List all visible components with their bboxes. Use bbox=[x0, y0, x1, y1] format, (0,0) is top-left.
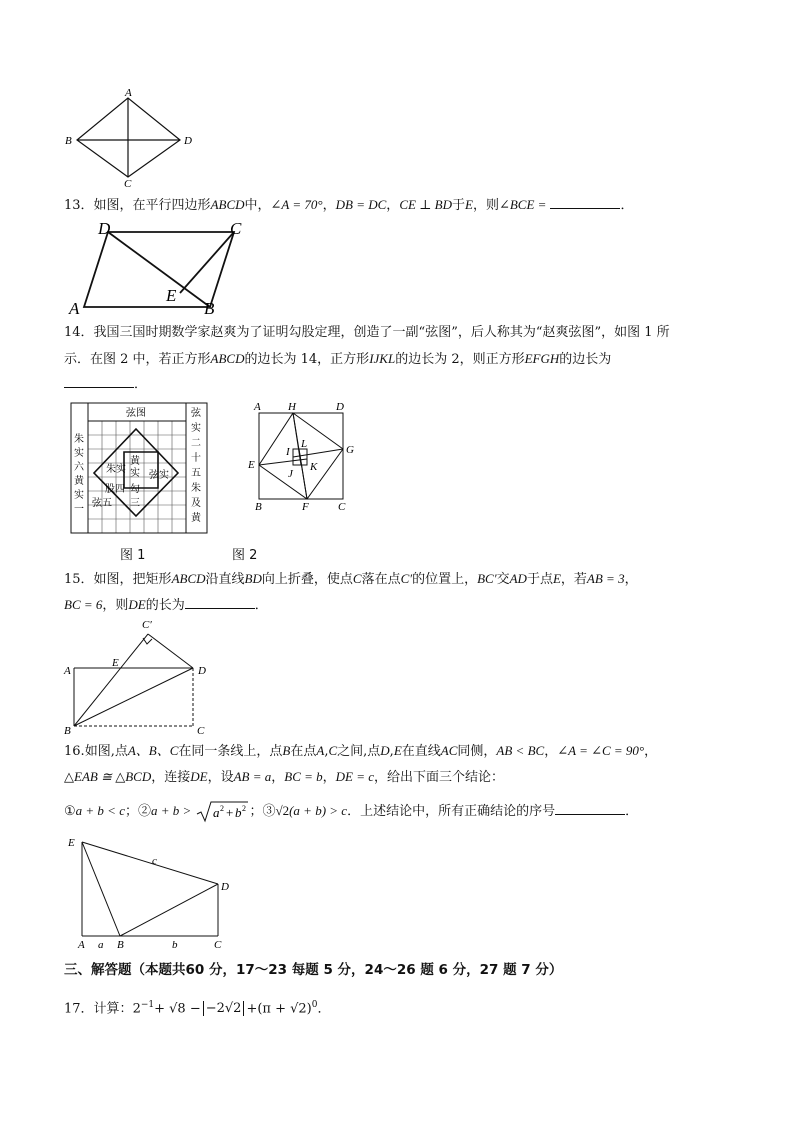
question-end: ． bbox=[134, 377, 148, 392]
vertex-label-d: D bbox=[221, 881, 229, 893]
conclusion-number: ；③ bbox=[249, 804, 276, 819]
question-text: 的长为 bbox=[145, 598, 185, 613]
xian-tu-right-char: 朱 bbox=[191, 483, 201, 494]
figure-2-vertex-label: H bbox=[288, 402, 296, 413]
xian-tu-right-char: 十 bbox=[191, 453, 201, 464]
figure-2-vertex-label: F bbox=[302, 501, 309, 513]
question-text: 沿直线 bbox=[205, 572, 245, 587]
question-text: ，则 bbox=[102, 598, 129, 613]
xian-tu-right-char: 五 bbox=[191, 468, 201, 479]
figure-2-vertex-label: A bbox=[254, 402, 261, 413]
xian-tu-right-char: 二 bbox=[191, 438, 201, 449]
xian-tu-inner-text: 实 bbox=[130, 468, 140, 479]
vertex-label-c: C bbox=[197, 725, 205, 737]
math-c-prime: C′ bbox=[400, 571, 413, 586]
question-text: 之间,点 bbox=[337, 744, 381, 759]
xian-tu-inner-text: 三 bbox=[130, 498, 140, 509]
separator: ， bbox=[322, 770, 336, 785]
question-text: 如图，在平行四边形 bbox=[93, 198, 211, 213]
question-text: 如图，把矩形 bbox=[93, 572, 172, 587]
figure-folded-rectangle bbox=[62, 614, 222, 738]
vertex-label-d: D bbox=[98, 219, 111, 238]
math-ab: AB = 3 bbox=[586, 571, 625, 586]
xian-tu-left-char: 朱 bbox=[74, 434, 84, 445]
vertex-label-c: C bbox=[124, 178, 132, 188]
vertex-label-b: B bbox=[204, 299, 215, 318]
svg-text:a: a bbox=[213, 804, 220, 820]
figure-rhombus bbox=[60, 88, 200, 188]
question-text: , bbox=[389, 744, 394, 759]
figure-parallelogram bbox=[62, 218, 262, 318]
xian-tu-inner-text: 弦实 bbox=[149, 470, 169, 481]
math-expr: + √8 − bbox=[154, 1001, 201, 1017]
question-text: 的边长为 14，正方形 bbox=[244, 352, 370, 367]
question-text: 计算： bbox=[93, 1001, 133, 1017]
figure-2-vertex-label: G bbox=[346, 444, 354, 456]
math-d: D bbox=[380, 743, 390, 758]
question-number: 16. bbox=[64, 744, 85, 759]
xian-tu-inner-text: 股四 bbox=[105, 484, 125, 495]
math-point-e: E bbox=[465, 197, 473, 212]
math-exponent: −1 bbox=[140, 1000, 155, 1010]
vertex-label-c: C bbox=[214, 939, 222, 951]
math-abcd: ABCD bbox=[210, 351, 245, 366]
figure-2-vertex-label: K bbox=[310, 461, 318, 473]
question-text: 在直线 bbox=[401, 744, 441, 759]
question-text: 落在点 bbox=[361, 572, 401, 587]
question-17 bbox=[64, 992, 331, 1022]
math-angle-condition: ∠A = 70° bbox=[270, 197, 323, 212]
xian-tu-right-char: 黄 bbox=[191, 513, 201, 524]
vertex-label-b: B bbox=[64, 725, 71, 737]
math-var-a: AB = a bbox=[233, 769, 272, 784]
xian-tu-title: 弦图 bbox=[126, 408, 146, 419]
segment-label-c: c bbox=[152, 855, 157, 867]
question-end: ． bbox=[620, 198, 634, 213]
question-text: ，连接 bbox=[151, 770, 191, 785]
xian-tu-left-char: 一 bbox=[74, 504, 84, 515]
question-text: ，则 bbox=[472, 198, 499, 213]
math-e: E bbox=[393, 743, 402, 758]
math-congruence: △EAB ≅ △BCD bbox=[64, 769, 152, 784]
question-text: 的位置上， bbox=[412, 572, 478, 587]
question-16-line-2 bbox=[64, 764, 504, 791]
question-text: 示．在图 2 中，若正方形 bbox=[64, 352, 211, 367]
math-bc: BC = 6 bbox=[64, 597, 103, 612]
separator: ， bbox=[544, 744, 558, 759]
question-number: 13． bbox=[64, 198, 94, 213]
math-abcd: ABCD bbox=[210, 197, 245, 212]
figure-2-vertex-label: D bbox=[336, 402, 344, 413]
question-end: ． bbox=[625, 804, 639, 819]
math-var-b: BC = b bbox=[284, 769, 323, 784]
math-base-2: 2 bbox=[132, 1001, 141, 1017]
math-abc: A、B、C bbox=[127, 743, 179, 758]
separator: ， bbox=[386, 198, 400, 213]
math-sqrt2: √2 bbox=[275, 803, 290, 818]
section-heading: 三、解答题（本题共60 分，17～23 每题 5 分，24～26 题 6 分，27 题 7 分） bbox=[64, 962, 563, 978]
question-text: ．上述结论中，所有正确结论的序号 bbox=[347, 804, 556, 819]
math-var-c: DE = c bbox=[335, 769, 375, 784]
math-bd: BD bbox=[244, 571, 262, 586]
question-text: ，若 bbox=[560, 572, 587, 587]
question-text: 同侧， bbox=[457, 744, 497, 759]
answer-blank[interactable] bbox=[64, 375, 134, 388]
question-number: 17． bbox=[64, 1001, 94, 1017]
figure-2-vertex-label: C bbox=[338, 501, 346, 513]
figure-2-vertex-label: L bbox=[301, 438, 308, 450]
question-text: 的边长为 bbox=[559, 352, 612, 367]
question-14-line-1 bbox=[64, 320, 670, 346]
xian-tu-inner-text: 朱实 bbox=[106, 464, 126, 475]
vertex-label-e: E bbox=[68, 837, 75, 849]
math-c: C bbox=[352, 571, 362, 586]
figure-2-caption: 图 2 bbox=[232, 548, 258, 563]
question-text: 在同一条线上，点 bbox=[178, 744, 283, 759]
question-end: ． bbox=[254, 598, 268, 613]
math-conclusion-2: a + b > bbox=[151, 803, 192, 818]
question-text: 如图,点 bbox=[84, 744, 128, 759]
math-abcd: ABCD bbox=[171, 571, 206, 586]
math-a: A bbox=[316, 743, 325, 758]
answer-blank[interactable] bbox=[550, 196, 620, 209]
math-efgh: EFGH bbox=[524, 351, 560, 366]
math-conclusion-1: a + b < c bbox=[75, 803, 125, 818]
xian-tu-inner-text: 黄 bbox=[130, 456, 140, 467]
figure-congruent-triangles bbox=[62, 832, 242, 952]
vertex-label-c: C bbox=[230, 219, 242, 238]
question-text: 我国三国时期数学家赵爽为了证明勾股定理，创造了一副“弦图”，后人称其为“赵爽弦图”，如图 1 所 bbox=[93, 325, 670, 340]
xian-tu-left-char: 实 bbox=[74, 490, 84, 501]
question-14-line-3 bbox=[64, 372, 147, 398]
math-b: B bbox=[282, 743, 291, 758]
question-text: 中， bbox=[244, 198, 271, 213]
vertex-label-a: A bbox=[125, 88, 132, 99]
vertex-label-c-prime: C′ bbox=[142, 619, 152, 631]
xian-tu-right-char: 及 bbox=[191, 498, 201, 509]
question-text: , bbox=[324, 744, 329, 759]
math-ad: AD bbox=[509, 571, 527, 586]
math-e: E bbox=[552, 571, 561, 586]
figure-2-vertex-label: E bbox=[248, 459, 255, 471]
vertex-label-d: D bbox=[184, 135, 192, 147]
vertex-label-d: D bbox=[198, 665, 206, 677]
svg-text:b: b bbox=[235, 804, 242, 820]
question-16-line-3 bbox=[64, 798, 638, 825]
figure-2-vertex-label: I bbox=[286, 446, 290, 458]
math-exponent: 0 bbox=[311, 1000, 318, 1010]
figure-xian-tu bbox=[70, 402, 208, 534]
vertex-label-a: A bbox=[69, 299, 80, 318]
question-number: 14． bbox=[64, 325, 94, 340]
figure-2-squares bbox=[246, 402, 358, 514]
question-14-line-2 bbox=[64, 346, 611, 373]
xian-tu-left-char: 实 bbox=[74, 448, 84, 459]
math-c: C bbox=[328, 743, 338, 758]
math-de: DE bbox=[190, 769, 208, 784]
question-text: 交 bbox=[496, 572, 510, 587]
math-abs-value: −2√2 bbox=[203, 1001, 245, 1016]
vertex-label-e: E bbox=[166, 286, 177, 305]
question-text: 向上折叠，使点 bbox=[261, 572, 353, 587]
vertex-label-a: A bbox=[64, 665, 71, 677]
question-number: 15． bbox=[64, 572, 94, 587]
math-conclusion-3: (a + b) > c bbox=[289, 803, 348, 818]
vertex-label-a: A bbox=[78, 939, 85, 951]
math-plus: + bbox=[246, 1001, 258, 1017]
math-de: DE bbox=[128, 597, 146, 612]
separator: ， bbox=[271, 770, 285, 785]
svg-text:+: + bbox=[226, 804, 234, 820]
question-end: ． bbox=[317, 1001, 331, 1017]
conclusion-number: ① bbox=[64, 804, 76, 819]
segment-label-a: a bbox=[98, 939, 104, 951]
segment-label-b: b bbox=[172, 939, 178, 951]
question-16-line-1 bbox=[64, 738, 657, 765]
figure-2-vertex-label: B bbox=[255, 501, 262, 513]
answer-blank[interactable] bbox=[185, 596, 255, 609]
vertex-label-b: B bbox=[117, 939, 124, 951]
question-text: ，设 bbox=[207, 770, 234, 785]
xian-tu-left-char: 黄 bbox=[74, 476, 84, 487]
math-ask: ∠BCE = bbox=[498, 197, 547, 212]
xian-tu-inner-text: 弦五 bbox=[92, 498, 112, 509]
math-ijkl: IJKL bbox=[369, 351, 396, 366]
math-condition-1: AB < BC bbox=[496, 743, 545, 758]
question-text: ， bbox=[644, 744, 658, 759]
question-text: 在点 bbox=[290, 744, 317, 759]
svg-text:2: 2 bbox=[242, 803, 247, 813]
math-bc-prime: BC′ bbox=[477, 571, 497, 586]
question-text: 的边长为 2，则正方形 bbox=[395, 352, 525, 367]
xian-tu-left-char: 六 bbox=[74, 462, 84, 473]
math-equality: DB = DC bbox=[335, 197, 387, 212]
xian-tu-inner-text: 勾 bbox=[130, 484, 140, 495]
math-condition-2: ∠A = ∠C = 90° bbox=[557, 743, 645, 758]
sqrt-a2-b2 bbox=[195, 799, 249, 825]
question-text: 于 bbox=[451, 198, 465, 213]
math-perpendicular: CE ⊥ BD bbox=[399, 197, 452, 212]
question-15-line-1 bbox=[64, 566, 638, 593]
math-paren-expr: (π + √2) bbox=[257, 1001, 312, 1017]
vertex-label-e: E bbox=[112, 657, 119, 669]
question-text: 于点 bbox=[526, 572, 553, 587]
xian-tu-right-char: 实 bbox=[191, 423, 201, 434]
xian-tu-right-char: 弦 bbox=[191, 408, 201, 419]
svg-text:2: 2 bbox=[220, 803, 225, 813]
question-text: ，给出下面三个结论： bbox=[374, 770, 505, 785]
answer-blank[interactable] bbox=[555, 802, 625, 815]
figure-2-vertex-label: J bbox=[288, 468, 293, 480]
figure-1-caption: 图 1 bbox=[120, 548, 146, 563]
conclusion-number: ；② bbox=[124, 804, 151, 819]
separator: ， bbox=[322, 198, 336, 213]
question-text: ， bbox=[624, 572, 638, 587]
vertex-label-b: B bbox=[65, 135, 72, 147]
math-ac: AC bbox=[440, 743, 458, 758]
question-13 bbox=[64, 192, 633, 219]
